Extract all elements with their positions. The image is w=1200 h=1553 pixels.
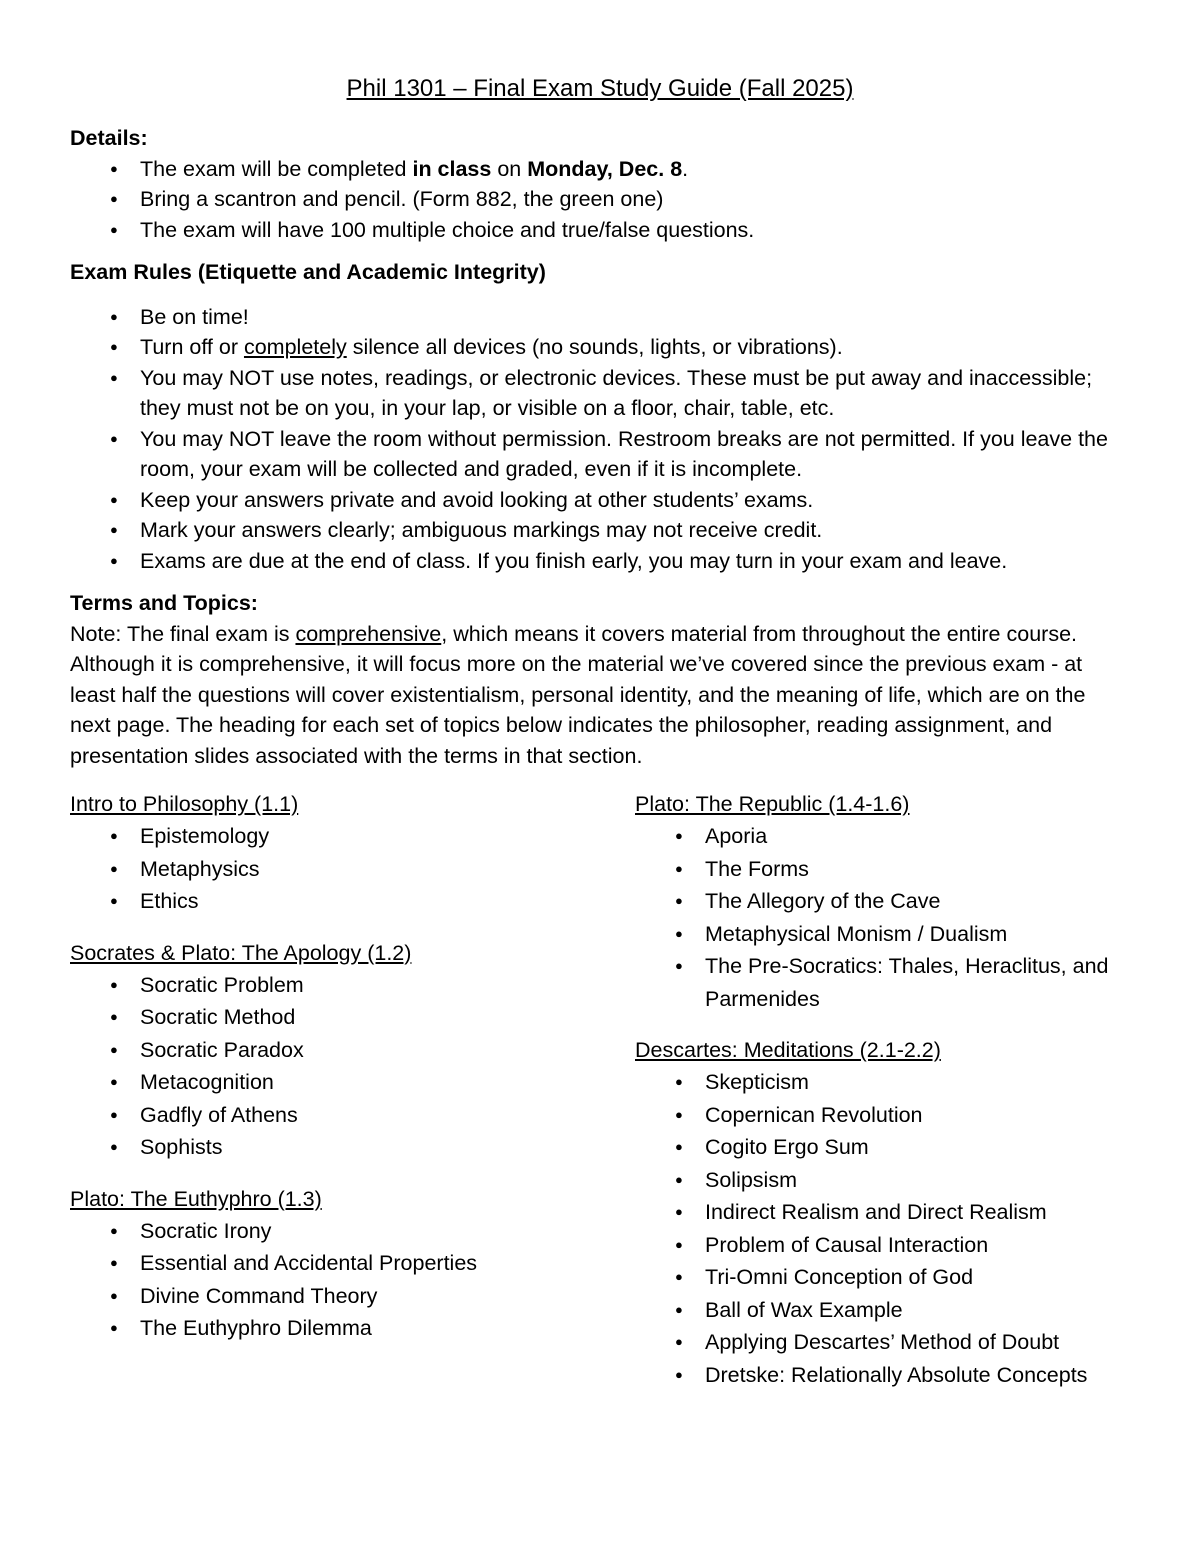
text-run: The exam will have 100 multiple choice and true/false questions.: [140, 217, 755, 242]
study-guide-page: [70, 70, 1130, 1428]
text-run: You may NOT leave the room without permission. Restroom breaks are not permitted. If you leave the room, your exam will be collected and graded, even if it is incomplete.: [140, 426, 1108, 481]
topic-item: ● Problem of Causal Interaction: [635, 1229, 1135, 1262]
topic-item: ● Socratic Method: [70, 1001, 630, 1034]
page-title: Phil 1301 – Final Exam Study Guide (Fall 2025): [346, 75, 854, 102]
topic-item: ● Cogito Ergo Sum: [635, 1131, 1135, 1164]
list-item: [70, 515, 1130, 546]
topic-item: ● Indirect Realism and Direct Realism: [635, 1196, 1135, 1229]
topic-list: [635, 820, 1135, 1015]
text-run: Monday, Dec. 8: [527, 156, 683, 181]
topic-item: ● Solipsism: [635, 1164, 1135, 1197]
list-item: [70, 424, 1130, 485]
topic-section-heading: Plato: The Republic (1.4-1.6): [635, 792, 910, 816]
topic-item: ● The Allegory of the Cave: [635, 885, 1135, 918]
text-run: comprehensive: [295, 621, 442, 646]
topic-item: ● Epistemology: [70, 820, 630, 853]
topic-item: ● Socratic Paradox: [70, 1034, 630, 1067]
list-item: [70, 332, 1130, 363]
topic-list: [70, 1215, 630, 1345]
rules-heading: Exam Rules (Etiquette and Academic Integrity): [70, 260, 546, 284]
topics-left-column: [70, 788, 630, 1364]
details-heading: Details:: [70, 126, 148, 150]
topic-item: ● Ethics: [70, 885, 630, 918]
text-run: , which means it covers material from throughout the entire course. Although it is comprehensive, it will focus more on the material we’ve covered since the previous exam - at least half the questions will cover existentialism, personal identity, and the meaning of life, which are on the next page. The heading for each set of topics below indicates the philosopher, reading assignment, and presentation slides associated with the terms in that section.: [70, 621, 1086, 768]
topic-section-heading: Descartes: Meditations (2.1-2.2): [635, 1038, 941, 1062]
topic-section-heading: Socrates & Plato: The Apology (1.2): [70, 940, 412, 965]
text-run: Bring a scantron and pencil. (Form 882, the green one): [140, 187, 664, 211]
list-item: [70, 154, 1130, 185]
topic-item: ● The Pre-Socratics: Thales, Heraclitus, and Parmenides: [635, 950, 1135, 1015]
text-run: Mark your answers clearly; ambiguous markings may not receive credit.: [140, 518, 823, 542]
topic-item: ● The Euthyphro Dilemma: [70, 1312, 630, 1345]
topic-item: ● Tri-Omni Conception of God: [635, 1261, 1135, 1294]
topic-item: ● Skepticism: [635, 1066, 1135, 1099]
text-run: You may NOT use notes, readings, or electronic devices. These must be put away and inaccessible; they must not be on you, in your lap, or visible on a floor, chair, table, etc.: [140, 365, 1093, 420]
text-run: The exam will be completed: [140, 156, 413, 181]
text-run: Exams are due at the end of class. If you finish early, you may turn in your exam and leave.: [140, 548, 1008, 573]
text-run: completely: [243, 335, 347, 359]
list-item: [70, 485, 1130, 516]
topic-list: [70, 820, 630, 918]
topic-item: ● Gadfly of Athens: [70, 1099, 630, 1132]
topic-section-heading: Intro to Philosophy (1.1): [70, 792, 299, 816]
list-item: [70, 184, 1130, 215]
rules-list: [70, 302, 1130, 577]
topic-item: ● Essential and Accidental Properties: [70, 1247, 630, 1280]
topic-item: ● Ball of Wax Example: [635, 1294, 1135, 1327]
topic-list: [70, 969, 630, 1164]
topic-item: ● Dretske: Relationally Absolute Concepts: [635, 1359, 1135, 1392]
text-run: in class: [412, 156, 492, 181]
list-item: [70, 215, 1130, 246]
topics-right-column: [635, 788, 1135, 1410]
topic-item: ● Socratic Irony: [70, 1215, 630, 1248]
topic-item: ● Applying Descartes’ Method of Doubt: [635, 1326, 1135, 1359]
list-item: [70, 363, 1130, 424]
terms-note: [70, 619, 1130, 772]
topic-item: ● Copernican Revolution: [635, 1099, 1135, 1132]
topic-item: ● Aporia: [635, 820, 1135, 853]
topic-item: ● Sophists: [70, 1131, 630, 1164]
details-list: [70, 154, 1130, 246]
text-run: silence all devices (no sounds, lights, or vibrations).: [346, 335, 843, 359]
topic-section-heading: Plato: The Euthyphro (1.3): [70, 1186, 322, 1211]
topic-item: ● Metaphysical Monism / Dualism: [635, 918, 1135, 951]
topic-item: ● Divine Command Theory: [70, 1280, 630, 1313]
topic-item: ● Socratic Problem: [70, 969, 630, 1002]
topic-item: ● Metacognition: [70, 1066, 630, 1099]
list-item: [70, 546, 1130, 577]
text-run: on: [491, 156, 528, 181]
topic-list: [635, 1066, 1135, 1391]
topic-item: ● Metaphysics: [70, 853, 630, 886]
text-run: Keep your answers private and avoid looking at other students’ exams.: [140, 487, 814, 512]
list-item: [70, 302, 1130, 333]
terms-heading: Terms and Topics:: [70, 591, 258, 615]
text-run: .: [682, 156, 689, 181]
text-run: Turn off or: [140, 335, 244, 359]
topic-item: ● The Forms: [635, 853, 1135, 886]
text-run: Note: The final exam is: [70, 621, 296, 646]
text-run: Be on time!: [140, 304, 249, 329]
topics-columns: [70, 788, 1130, 1428]
